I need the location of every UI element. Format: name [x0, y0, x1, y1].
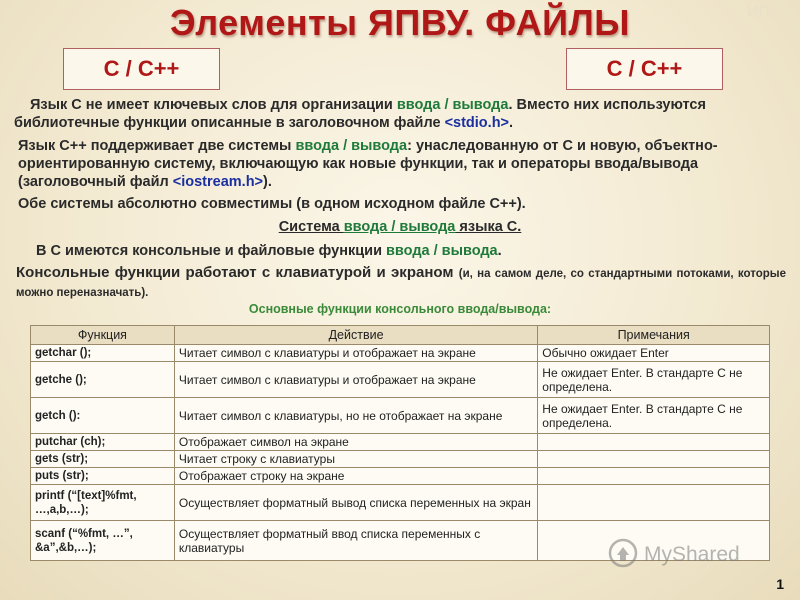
- p5-text-a: Консольные функции работают с клавиатурой и экраном: [16, 264, 459, 281]
- header-action: Действие: [174, 326, 537, 345]
- cell-function: getche ();: [31, 362, 175, 398]
- watermark: [608, 536, 763, 574]
- cell-note: [538, 485, 770, 521]
- intro-paragraph-3: Обе системы абсолютно совместимы (в одном исходном файле С++).: [18, 196, 526, 212]
- cell-action: Осуществляет форматный ввод списка переменных с клавиатуры: [174, 521, 537, 561]
- cell-function: getch ():: [31, 398, 175, 434]
- p4-highlight: ввода / вывода: [386, 243, 498, 259]
- header-function: Функция: [31, 326, 175, 345]
- p5-text-b: (и, на самом деле, со стандартными потоками, которые можно переназначать).: [16, 268, 786, 299]
- table-row: [31, 485, 770, 521]
- intro-paragraph-2: [18, 137, 790, 191]
- table-row: [31, 345, 770, 362]
- section-title-b: языка С.: [455, 219, 522, 235]
- cell-note: Обычно ожидает Enter: [538, 345, 770, 362]
- p1-text-a: Язык С не имеет ключевых слов для организации: [30, 97, 397, 113]
- cell-note: Не ожидает Enter. В стандарте С не определена.: [538, 362, 770, 398]
- p4-text-b: .: [497, 243, 502, 259]
- table-caption: Основные функции консольного ввода/вывода:: [248, 302, 552, 316]
- table-row: [31, 434, 770, 451]
- functions-table: [30, 325, 770, 561]
- p2-text-b: : унаследованную от С и новую, объектно-ориентированную систему, включающую как новые функции, так и операторы ввода/вывода (заголовочный файл: [18, 138, 718, 190]
- section-title-highlight: ввода / вывода: [343, 219, 456, 235]
- p2-highlight: ввода / вывода: [295, 138, 408, 154]
- cell-note: Не ожидает Enter. В стандарте С не определена.: [538, 398, 770, 434]
- cell-function: getchar ();: [31, 345, 175, 362]
- table-row: [31, 451, 770, 468]
- slide-title: Элементы ЯПВУ. ФАЙЛЫ: [170, 2, 630, 43]
- p2-header-file: <iostream.h>: [172, 174, 264, 190]
- header-notes: Примечания: [538, 326, 770, 345]
- cell-action: Читает строку с клавиатуры: [174, 451, 537, 468]
- cell-function: scanf (“%fmt, …”, &a”,&b,…);: [31, 521, 175, 561]
- corner-mark: ИП: [747, 4, 770, 21]
- myshared-logo-icon: [608, 538, 638, 573]
- cell-function: puts (str);: [31, 468, 175, 485]
- cell-action: Отображает строку на экране: [174, 468, 537, 485]
- cell-note: [538, 451, 770, 468]
- cell-action: Читает символ с клавиатуры, но не отображает на экране: [174, 398, 537, 434]
- section-paragraph-5: [16, 264, 786, 302]
- table-row: [31, 468, 770, 485]
- section-paragraph-4: [36, 242, 790, 260]
- p2-text-a: Язык С++ поддерживает две системы: [18, 138, 296, 154]
- p1-highlight: ввода / вывода: [396, 97, 509, 113]
- section-title-a: Система: [278, 219, 344, 235]
- cell-function: putchar (ch);: [31, 434, 175, 451]
- p1-text-b: . Вместо них используются библиотечные функции описанные в заголовочном файле: [14, 97, 706, 131]
- p1-text-c: .: [509, 115, 514, 131]
- section-title: [0, 219, 800, 235]
- page-number: 1: [776, 576, 784, 592]
- cell-function: printf (“[text]%fmt, …,a,b,…);: [31, 485, 175, 521]
- p2-text-c: ).: [263, 174, 272, 190]
- table-row: [31, 398, 770, 434]
- table-header-row: [31, 326, 770, 345]
- cell-note: [538, 434, 770, 451]
- intro-paragraph-1: [14, 96, 790, 132]
- p1-header-file: <stdio.h>: [444, 115, 510, 131]
- cell-function: gets (str);: [31, 451, 175, 468]
- cell-action: Осуществляет форматный вывод списка переменных на экран: [174, 485, 537, 521]
- cell-action: Читает символ с клавиатуры и отображает на экране: [174, 345, 537, 362]
- cell-note: [538, 468, 770, 485]
- cell-action: Отображает символ на экране: [174, 434, 537, 451]
- lang-box-right: C / C++: [566, 48, 723, 90]
- p4-text-a: В С имеются консольные и файловые функции: [36, 243, 387, 259]
- table-row: [31, 362, 770, 398]
- lang-box-left: C / C++: [63, 48, 220, 90]
- cell-action: Читает символ с клавиатуры и отображает на экране: [174, 362, 537, 398]
- watermark-text: MyShared: [644, 543, 740, 566]
